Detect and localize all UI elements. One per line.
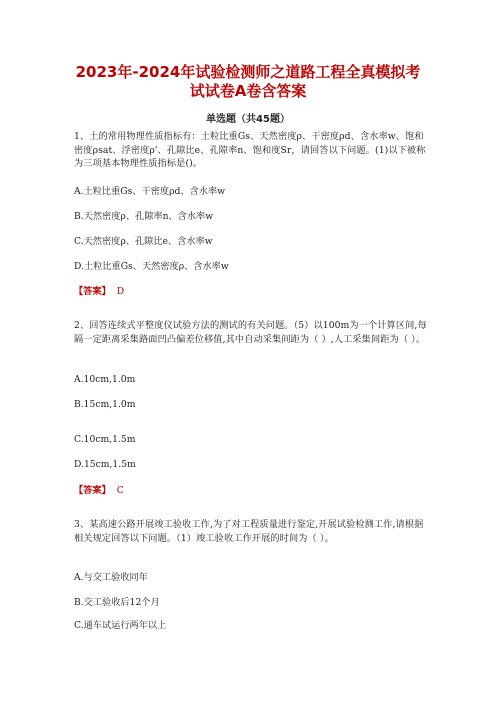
document-title-line-1: 2023年-2024年试验检测师之道路工程全真模拟考 [75, 63, 421, 81]
question-2-answer [74, 485, 124, 497]
question-3-option-a: A.与交工验收同年 [74, 572, 148, 583]
question-2-option-c: C.10cm,1.5m [74, 434, 136, 445]
question-2-option-a: A.10cm,1.0m [74, 374, 136, 385]
question-2-option-d: D.15cm,1.5m [74, 459, 136, 470]
question-2-stem: 2、回答连续式平整度仪试验方法的测试的有关问题。（5）以100m为一个计算区间,每隔一定距离采集路面凹凸偏差位移值,其中自动采集间距为（ ）,人工采集间距为（ ）。 [74, 320, 427, 345]
question-2-option-b: B.15cm,1.0m [74, 399, 136, 410]
question-1-option-d: D.土粒比重Gs、天然密度ρ、含水率w [74, 261, 229, 272]
answer-label: 【答案】 [74, 286, 111, 297]
question-1-stem: 1、土的常用物理性质指标有：土粒比重Gs、天然密度ρ、干密度ρd、含水率w、饱和密度ρsat、浮密度ρ'、孔隙比e、孔隙率n、饱和度Sr，请回答以下问题。(1)以下被称为三项基本物理性质指标是()。 [74, 131, 426, 169]
question-3-option-b: B.交工验收后12个月 [74, 597, 160, 608]
section-heading: 单选题（共45题） [206, 114, 290, 125]
question-1-option-a: A.土粒比重Gs、干密度ρd、含水率w [74, 186, 226, 197]
question-1-answer [74, 286, 124, 298]
question-1-option-b: B.天然密度ρ、孔隙率n、含水率w [74, 211, 214, 222]
document-title-line-2: 试试卷A卷含答案 [189, 82, 307, 100]
question-1-option-c: C.天然密度ρ、孔隙比e、含水率w [74, 236, 213, 247]
question-3-stem: 3、某高速公路开展竣工验收工作,为了对工程质量进行鉴定,开展试验检测工作,请根据相关规定回答以下问题。（1）竣工验收工作开展的时间为（ ）。 [74, 519, 424, 544]
answer-value: D [116, 286, 125, 297]
question-3-option-c: C.通车试运行两年以上 [74, 620, 167, 631]
answer-value: C [116, 485, 124, 496]
answer-label: 【答案】 [74, 485, 111, 496]
